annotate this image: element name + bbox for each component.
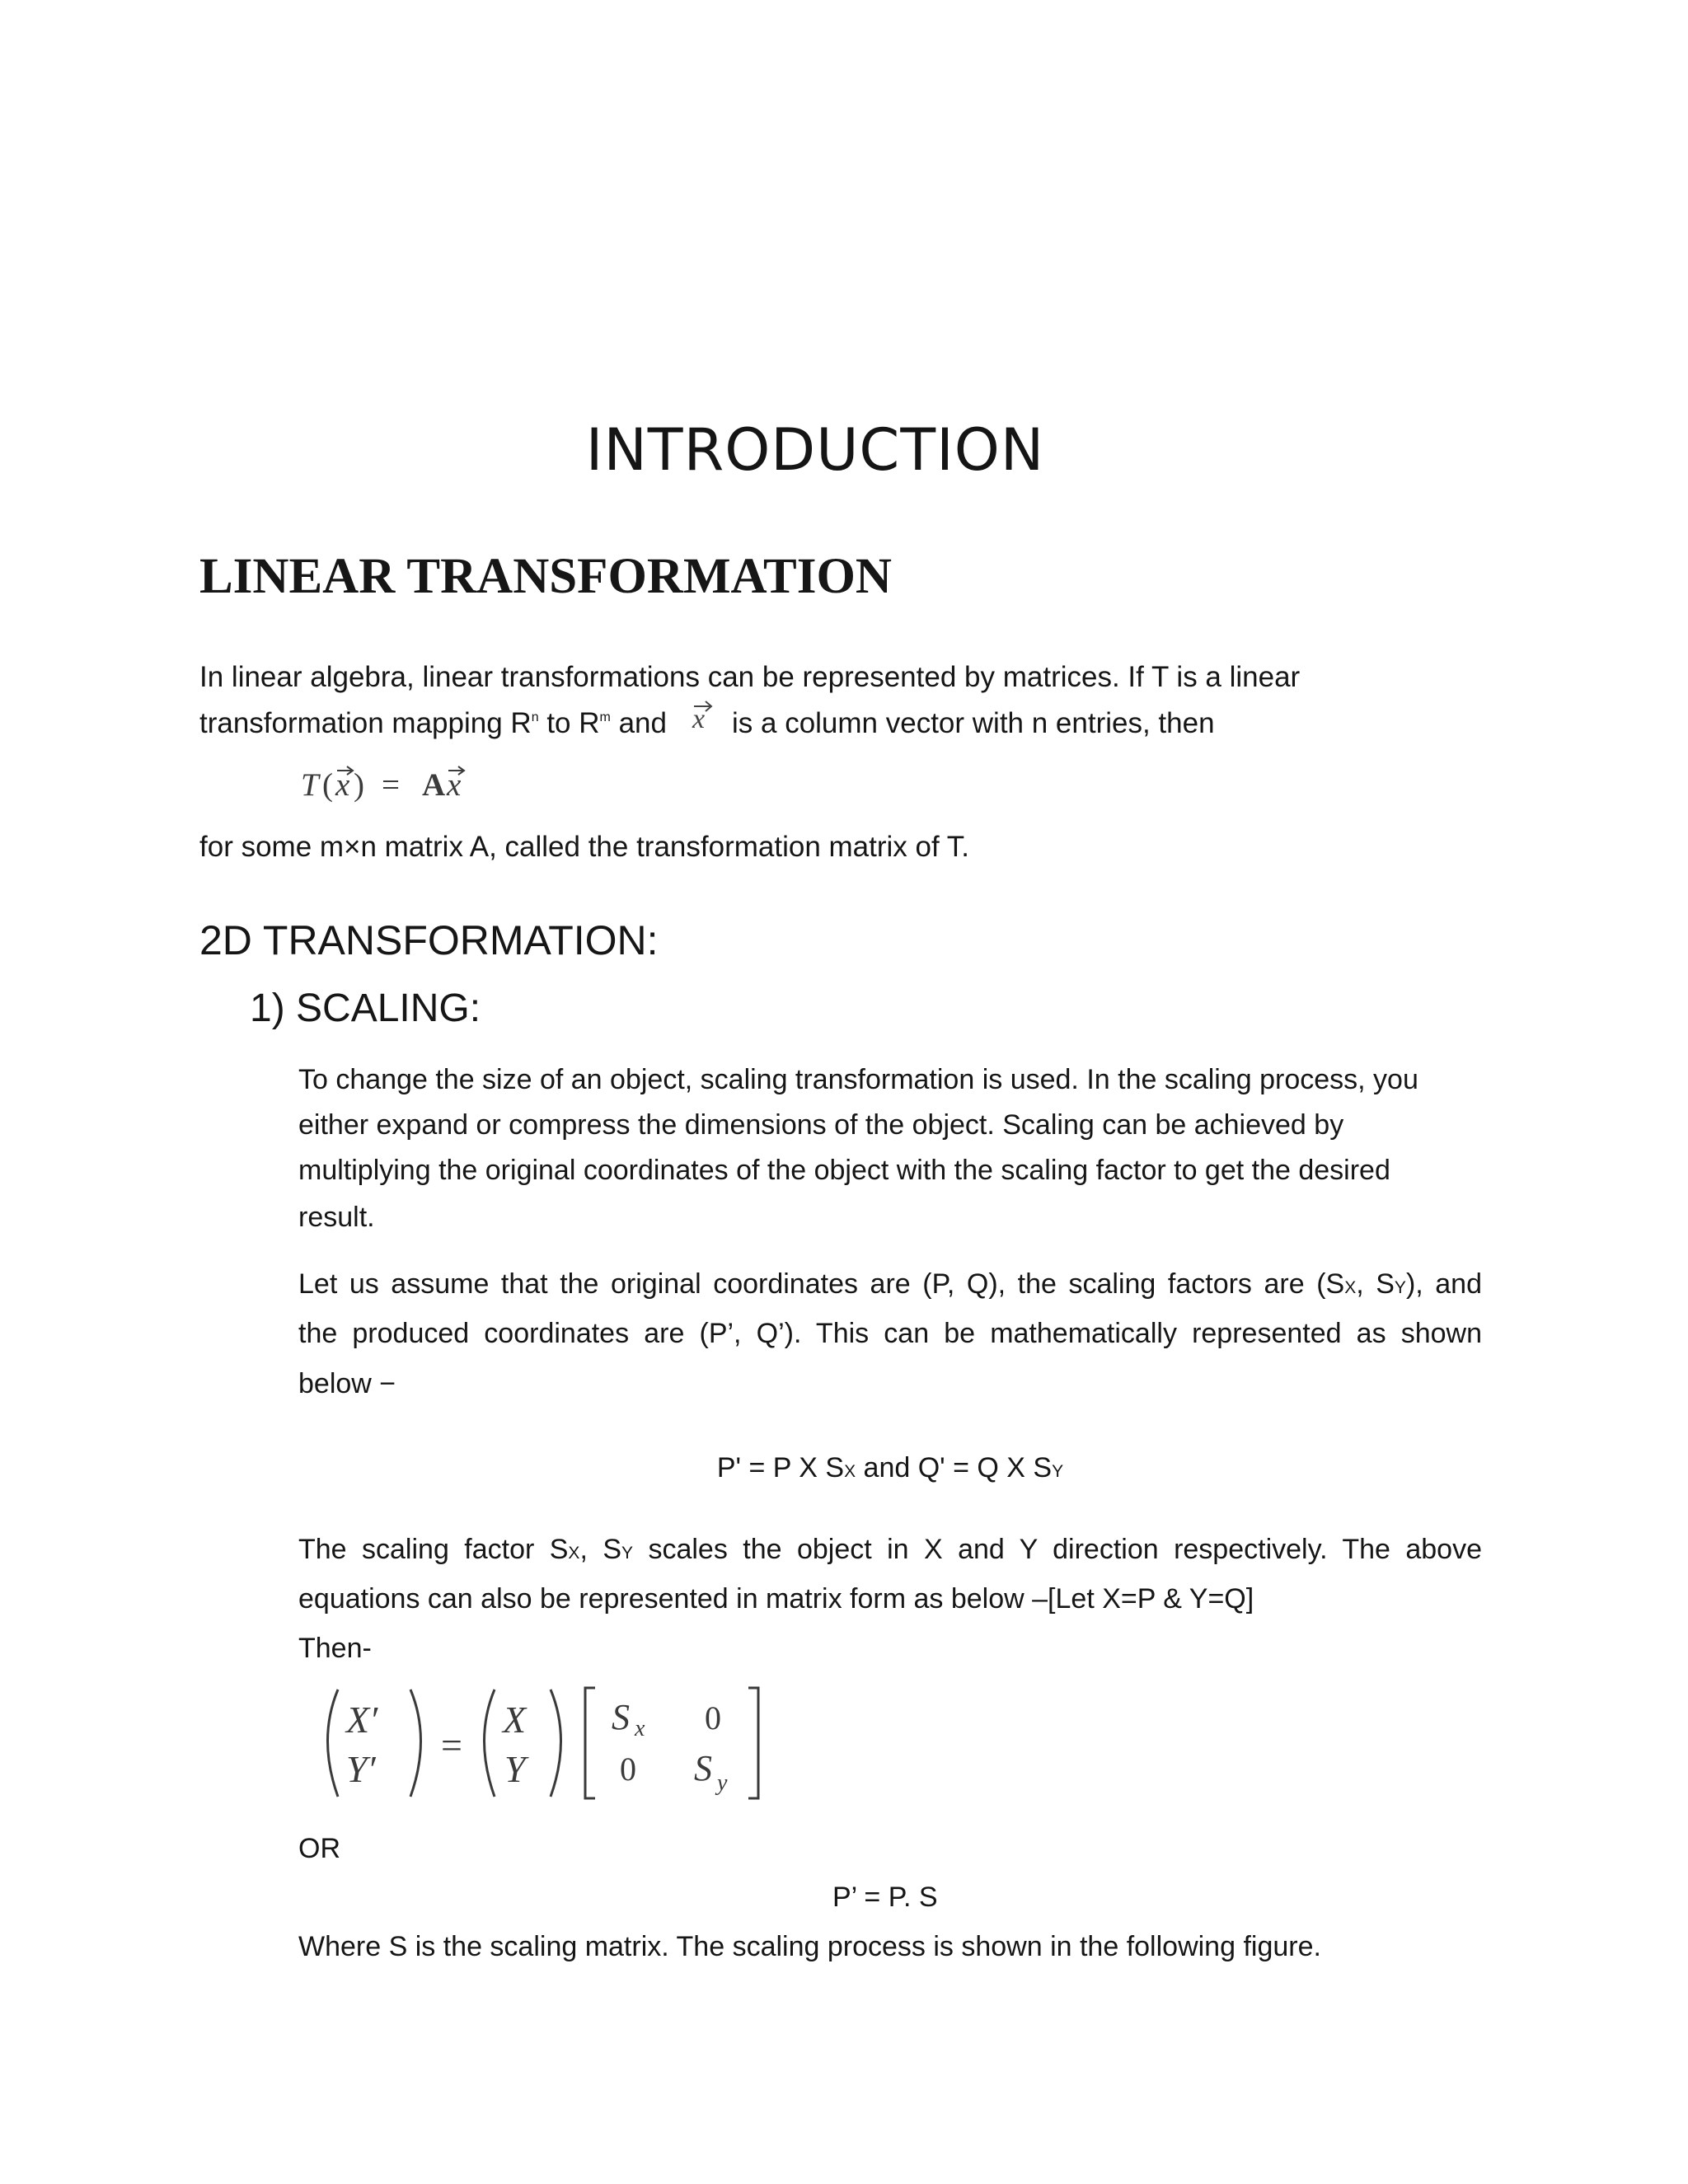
matrix-zero-2: 0 — [620, 1750, 636, 1788]
left-paren-1 — [328, 1690, 339, 1797]
linear-paragraph-line-3: for some m×n matrix A, called the transformation matrix of T. — [199, 831, 970, 863]
formula-open-paren: ( — [322, 767, 333, 803]
scaling-last-line: Where S is the scaling matrix. The scaling process is shown in the following figure. — [298, 1931, 1321, 1962]
matrix-sx-sub: x — [635, 1716, 645, 1741]
p3-subscript-y: Y — [621, 1544, 634, 1563]
subscript-x: X — [1344, 1278, 1357, 1297]
subscript-y: Y — [1394, 1278, 1406, 1297]
eq1-text-a: P' = P X S — [716, 1452, 845, 1483]
formula-x-lhs: x — [335, 767, 350, 803]
p2-line1-text-c: ), and — [1405, 1268, 1482, 1300]
p3-line1-text-b: , S — [579, 1534, 621, 1565]
vector-x-symbol — [689, 697, 714, 735]
p3-line1-text-a: The scaling factor S — [298, 1534, 569, 1565]
right-paren-1 — [410, 1690, 421, 1797]
matrix-sx: S — [612, 1697, 630, 1737]
scaling-paragraph-1-line-3: multiplying the original coordinates of the object with the scaling factor to get the desired — [298, 1155, 1390, 1186]
eq1-text-b: and Q' = Q X S — [856, 1452, 1053, 1483]
superscript-n: n — [531, 710, 539, 724]
formula-T: T — [301, 767, 319, 803]
matrix-y-prime: Y′ — [346, 1748, 376, 1790]
line2-text-c: and — [610, 707, 667, 739]
scaling-paragraph-3-line-1 — [298, 1534, 1482, 1566]
section-heading-linear-transformation: LINEAR TRANSFORMATION — [199, 549, 892, 604]
linear-paragraph-line-1: In linear algebra, linear transformations can be represented by matrices. If T is a linear — [199, 661, 1301, 693]
formula-x-rhs: x — [447, 767, 462, 803]
page-title: INTRODUCTION — [585, 416, 1045, 484]
formula-equals: = — [382, 767, 400, 803]
vector-arrow-icon — [447, 765, 467, 776]
formula-close-paren: ) — [354, 767, 364, 803]
p3-subscript-x: X — [568, 1544, 580, 1563]
left-bracket — [585, 1688, 595, 1798]
left-paren-2 — [485, 1690, 495, 1797]
matrix-zero-1: 0 — [705, 1699, 721, 1736]
scaling-paragraph-1-line-2: either expand or compress the dimensions of the object. Scaling can be achieved by — [298, 1109, 1344, 1141]
right-bracket — [748, 1688, 758, 1798]
linear-paragraph-line-2 — [199, 707, 667, 740]
eq1-subscript-x: X — [844, 1462, 856, 1481]
scaling-paragraph-2-line-2: the produced coordinates are (P’, Q’). This can be mathematically represented as shown — [298, 1318, 1482, 1349]
right-paren-2 — [551, 1690, 561, 1797]
scaling-paragraph-2-line-3: below − — [298, 1368, 396, 1399]
scaling-matrix-equation — [313, 1673, 775, 1813]
linear-paragraph-line-2-end: is a column vector with n entries, then — [732, 707, 1215, 739]
matrix-sy: S — [694, 1748, 712, 1788]
line2-text-b: to R — [538, 707, 600, 739]
scaling-paragraph-2-line-1 — [298, 1268, 1482, 1301]
p3-line1-text-c: scales the object in X and Y direction respectively. The above — [633, 1534, 1482, 1565]
section-heading-2d-transformation: 2D TRANSFORMATION: — [199, 917, 659, 963]
scaling-equation-1 — [0, 1452, 1688, 1484]
scaling-paragraph-3-then: Then- — [298, 1633, 372, 1664]
scaling-paragraph-1-line-1: To change the size of an object, scaling transformation is used. In the scaling process, you — [298, 1064, 1418, 1095]
eq1-subscript-y: Y — [1052, 1462, 1064, 1481]
vector-arrow-icon — [335, 765, 355, 776]
line2-text-a: transformation mapping R — [199, 707, 532, 739]
matrix-equals: = — [441, 1724, 462, 1766]
matrix-x-prime: X′ — [346, 1699, 378, 1741]
p2-line1-text-a: Let us assume that the original coordinates are (P, Q), the scaling factors are (S — [298, 1268, 1345, 1300]
superscript-m: m — [599, 710, 611, 724]
subsection-heading-scaling: 1) SCALING: — [250, 987, 481, 1030]
scaling-paragraph-1-line-4: result. — [298, 1202, 375, 1233]
matrix-sy-sub: y — [717, 1770, 728, 1796]
scaling-equation-2: P’ = P. S — [832, 1882, 938, 1913]
matrix-x: X — [503, 1699, 527, 1741]
vector-x-letter: x — [692, 704, 706, 734]
or-label: OR — [298, 1833, 340, 1864]
matrix-y: Y — [504, 1748, 526, 1790]
p2-line1-text-b: , S — [1356, 1268, 1395, 1300]
scaling-paragraph-3-line-2: equations can also be represented in matrix form as below –[Let X=P & Y=Q] — [298, 1583, 1254, 1615]
formula-matrix-A: A — [422, 767, 446, 803]
